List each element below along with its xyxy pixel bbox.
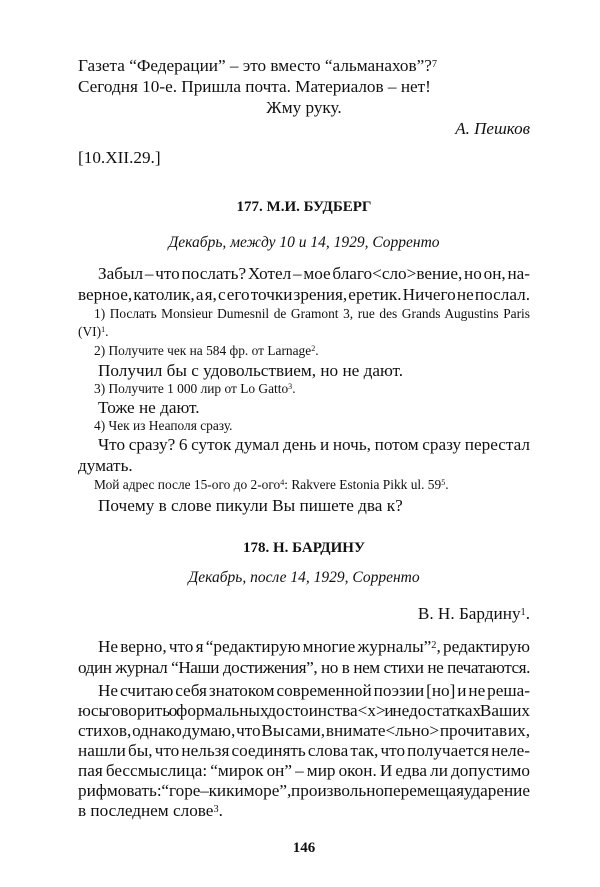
body-line [78,701,530,720]
text-segment: Не верно, что я “редактирую многие журналы” [98,636,432,656]
text-segment: думать. [78,455,133,475]
text-segment: пая бессмыслица: “мирок он” – мир окон. И едва ли допустимо [78,760,530,780]
list-item [78,324,530,339]
text-segment: Тоже не дают. [98,397,200,417]
list-item [94,418,530,433]
footnote-marker: 2 [431,639,437,651]
body-line [98,496,530,515]
footnote-marker: 7 [431,58,438,70]
text-segment: Почему в слове пикули Вы пишете два к? [98,495,403,515]
line-text [243,540,365,556]
text-segment: . [445,476,449,492]
line-text [94,381,296,396]
line-text [78,77,431,96]
line-text [94,343,319,358]
address-line [94,477,530,492]
letter-heading [78,199,530,216]
text-segment: , редактирую [436,636,530,656]
body-line [98,398,530,417]
text-segment: (VI) [78,323,102,339]
body-line [78,801,530,820]
list-item [94,381,530,396]
footnote-marker: 1 [101,324,106,334]
footnote-marker: 3 [213,803,219,815]
text-segment: . [218,800,223,820]
body-line [98,637,530,656]
line-text [78,701,530,720]
footnote-marker: 3 [288,381,293,391]
text-segment: в последнем слове [78,800,214,820]
line-text [188,569,419,586]
footnote-marker: 5 [441,477,446,487]
letter-dateline [78,569,530,586]
line-text [98,681,530,700]
body-line [78,56,530,75]
line-text [78,456,133,475]
line-text [455,119,530,138]
text-segment: Не считаю себя знатоком современной поэзии [но] и не реша- [98,680,530,700]
text-segment: . [292,380,296,396]
text-segment: Декабрь, между 10 и 14, 1929, Сорренто [168,233,440,251]
body-line [78,781,530,800]
body-line [78,741,530,760]
line-text [168,234,439,251]
footnote-marker: 4 [280,477,285,487]
signature [78,119,530,138]
line-text [78,56,437,75]
footnote-marker: 2 [311,343,316,353]
line-text [78,781,530,800]
text-segment: один журнал “Наши достижения”, но в нем стихи не печатаются. [78,657,530,677]
date-bracket [78,148,530,167]
text-segment: Сегодня 10-е. Пришла почта. Материалов – нет! [78,76,431,96]
addressee [78,604,530,623]
text-segment: В. Н. Бардину [417,603,521,623]
text-segment: Получил бы с удовольствием, но не дают. [98,360,404,380]
line-text [78,761,530,780]
line-text [78,324,108,339]
text-segment: Жму руку. [266,97,342,117]
text-segment: Декабрь, после 14, 1929, Сорренто [188,568,420,586]
body-line [78,77,530,96]
line-text [98,637,530,656]
line-text [78,285,530,304]
text-segment: А. Пешков [455,118,530,138]
line-text [98,264,530,283]
body-line [98,681,530,700]
body-line [78,658,530,677]
text-segment: Мой адрес после 15-ого до 2-ого [94,476,281,492]
line-text [78,801,223,820]
line-text [98,435,530,454]
text-segment: Что сразу? 6 суток думал день и ночь, потом сразу перестал [98,434,530,454]
body-line [78,285,530,304]
line-text [78,148,161,167]
body-line [98,435,530,454]
text-segment: юсь говорить о формальных достоинства<х> и недостатках Ваших [78,700,530,720]
line-text [94,477,449,492]
text-segment: Газета “Федерации” – это вместо “альманахов”? [78,55,432,75]
text-segment: Забыл – что послать? Хотел – мое благо<сло>вение, но он, на- [98,263,530,283]
letter-dateline [78,234,530,251]
text-segment: . [105,323,109,339]
closing [78,98,530,117]
body-line [78,761,530,780]
line-text [78,721,530,740]
body-line [98,264,530,283]
line-text [98,496,403,515]
line-text [418,604,530,623]
text-segment: . [525,603,530,623]
text-segment: 1) Послать Monsieur Dumesnil de Gramont 3, rue des Grands Augustins Paris [94,305,530,321]
letter-heading [78,540,530,557]
text-segment: стихов, однако думаю, что Вы сами, внимате<льно> прочитав их, [78,720,530,740]
text-segment: верное, католик, а я, с его точки зрения, еретик. Ничего не послал. [78,284,530,304]
line-text [266,98,341,117]
line-text [78,741,530,760]
list-item [94,306,530,321]
line-text [98,398,200,417]
line-text [78,658,530,677]
body-line [78,456,530,475]
body-line [98,361,530,380]
line-text [237,199,372,215]
line-text [293,840,316,856]
text-segment: [10.XII.29.] [78,147,161,167]
page-number [78,840,530,857]
line-text [94,418,233,433]
text-segment: 146 [292,839,316,856]
body-line [78,721,530,740]
text-segment: 178. Н. БАРДИНУ [243,539,365,556]
text-segment: . [315,342,319,358]
text-segment: : Rakvere Estonia Pikk ul. 59 [284,476,442,492]
list-item [94,343,530,358]
text-segment: 2) Получите чек на 584 фр. от Larnage [94,342,312,358]
line-text [94,306,530,321]
line-text [98,361,403,380]
text-segment: 3) Получите 1 000 лир от Lo Gatto [94,380,289,396]
text-segment: рифмовать: “горе – кикиморе”, произвольно перемещая ударение [78,780,530,800]
text-segment: 177. М.И. БУДБЕРГ [236,198,372,215]
text-segment: 4) Чек из Неаполя сразу. [94,417,233,433]
text-segment: нашли бы, что нельзя соединять слова так, что получается неле- [78,740,530,760]
footnote-marker: 1 [520,606,526,618]
